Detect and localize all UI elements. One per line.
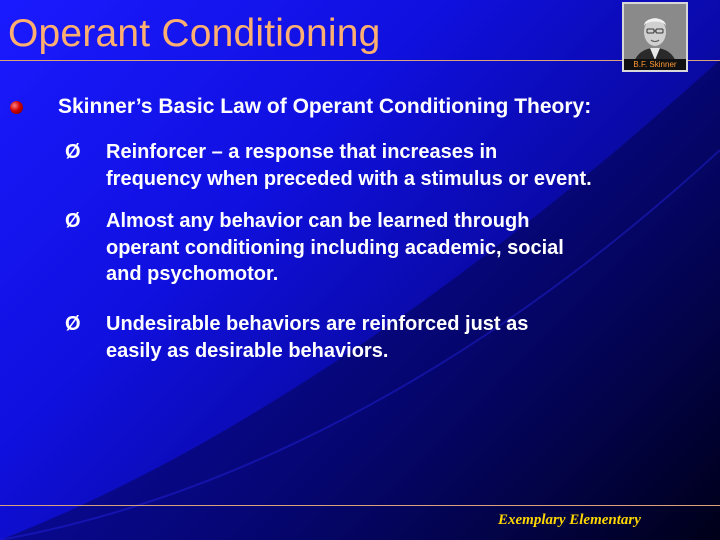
skinner-portrait	[622, 2, 688, 72]
sub-point-undesirable-behaviors	[106, 311, 706, 364]
sub-point-reinforcer	[106, 139, 706, 192]
sub-point-line: operant conditioning including academic, social	[106, 236, 564, 259]
sub-point-line: and psychomotor.	[106, 263, 279, 285]
footer-label: Exemplary Elementary	[498, 512, 641, 528]
sub-point-almost-any-behavior	[106, 208, 706, 288]
sub-point-line: Reinforcer – a response that increases in	[106, 141, 498, 163]
footer-divider	[0, 505, 720, 506]
slide-title: Operant Conditioning	[8, 12, 381, 55]
arrow-bullet-icon: Ø	[65, 141, 81, 163]
sub-point-line: easily as desirable behaviors.	[106, 339, 389, 362]
red-bullet-icon	[10, 101, 23, 114]
sub-point-line: Undesirable behaviors are reinforced just as	[106, 313, 529, 335]
arrow-bullet-icon: Ø	[65, 313, 81, 335]
arrow-bullet-icon: Ø	[65, 210, 81, 232]
title-divider	[0, 60, 720, 61]
main-point: Skinner’s Basic Law of Operant Conditioning Theory:	[58, 95, 592, 118]
sub-point-line: frequency when preceded with a stimulus or event.	[106, 167, 592, 190]
portrait-caption: B.F. Skinner	[624, 59, 686, 70]
sub-point-line: Almost any behavior can be learned through	[106, 210, 530, 232]
